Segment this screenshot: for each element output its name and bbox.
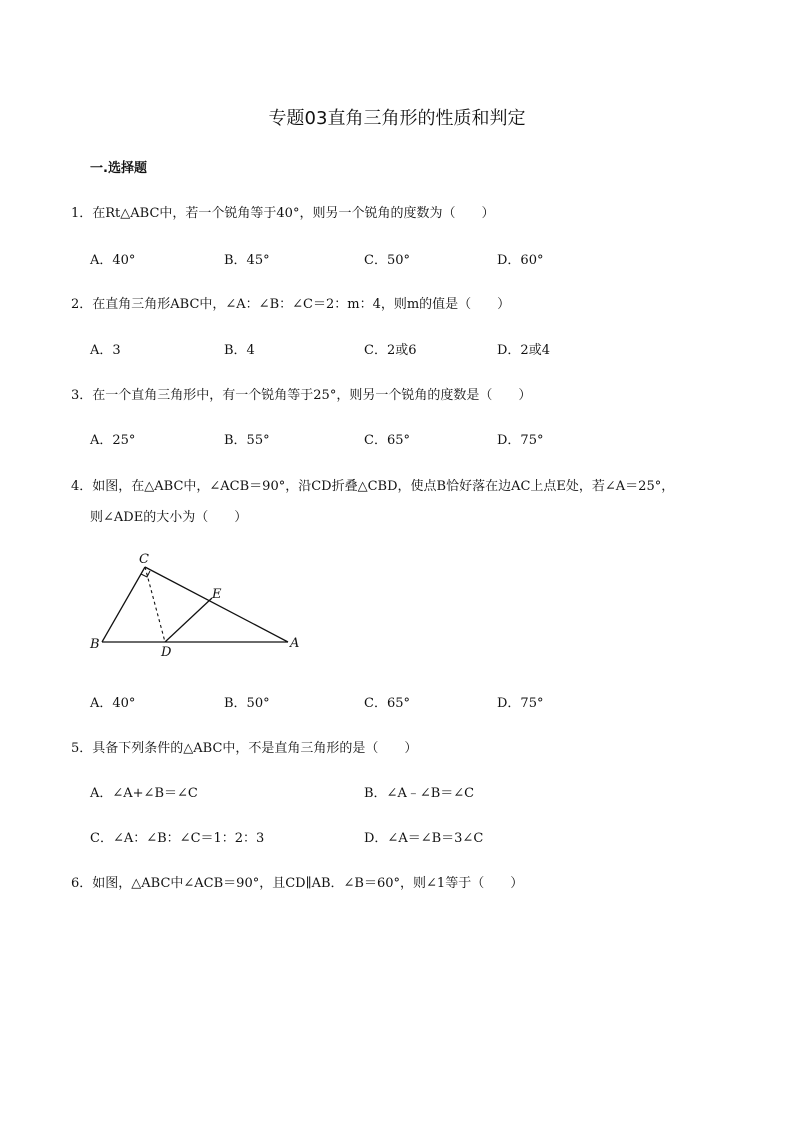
question-3-option-b: B．55°	[224, 433, 270, 448]
question-4-option-d: D．75°	[497, 696, 544, 711]
page-title: 专题03直角三角形的性质和判定	[268, 108, 526, 129]
question-4-stem: 4．如图，在△ABC中，∠ACB＝90°，沿CD折叠△CBD，使点B恰好落在边AC上点E处，若∠A＝25°，	[71, 479, 675, 494]
question-5-stem: 5．具备下列条件的△ABC中，不是直角三角形的是（ ）	[71, 741, 418, 756]
question-1-option-a: A．40°	[90, 253, 136, 268]
question-5-option-b: B．∠A﹣∠B＝∠C	[364, 786, 475, 801]
question-3-option-c: C．65°	[364, 433, 410, 448]
question-6-stem: 6．如图，△ABC中∠ACB＝90°，且CD∥AB．∠B＝60°，则∠1等于（ ）	[71, 876, 524, 891]
question-4-option-b: B．50°	[224, 696, 270, 711]
question-5-option-c: C．∠A：∠B：∠C＝1：2：3	[90, 831, 265, 846]
question-2-option-c: C．2或6	[364, 343, 417, 358]
question-1-option-d: D．60°	[497, 253, 544, 268]
question-1-option-b: B．45°	[224, 253, 270, 268]
label-d: D	[161, 645, 172, 660]
question-5-option-a: A．∠A+∠B＝∠C	[90, 786, 198, 801]
label-a: A	[290, 636, 300, 651]
question-3-stem: 3．在一个直角三角形中，有一个锐角等于25°，则另一个锐角的度数是（ ）	[71, 388, 532, 403]
question-4-stem-continued: 则∠ADE的大小为（ ）	[90, 510, 248, 525]
question-1-option-c: C．50°	[364, 253, 410, 268]
segment-de	[165, 598, 212, 642]
side-ca	[145, 567, 288, 642]
question-2-option-a: A．3	[90, 343, 121, 358]
question-1-stem: 1．在Rt△ABC中，若一个锐角等于40°，则另一个锐角的度数为（ ）	[71, 206, 495, 221]
side-bc	[102, 567, 145, 642]
label-c: C	[139, 552, 149, 567]
label-b: B	[90, 637, 100, 652]
label-e: E	[212, 587, 222, 602]
question-2-option-b: B．4	[224, 343, 255, 358]
question-4-option-a: A．40°	[90, 696, 136, 711]
triangle-figure	[85, 545, 315, 660]
question-2-option-d: D．2或4	[497, 343, 550, 358]
fold-line-cd	[145, 567, 165, 642]
question-5-option-d: D．∠A＝∠B＝3∠C	[364, 831, 484, 846]
section-heading: 一.选择题	[90, 161, 147, 176]
question-3-option-a: A．25°	[90, 433, 136, 448]
question-4-option-c: C．65°	[364, 696, 410, 711]
question-3-option-d: D．75°	[497, 433, 544, 448]
question-2-stem: 2．在直角三角形ABC中，∠A：∠B：∠C＝2：m：4，则m的值是（ ）	[71, 297, 511, 312]
